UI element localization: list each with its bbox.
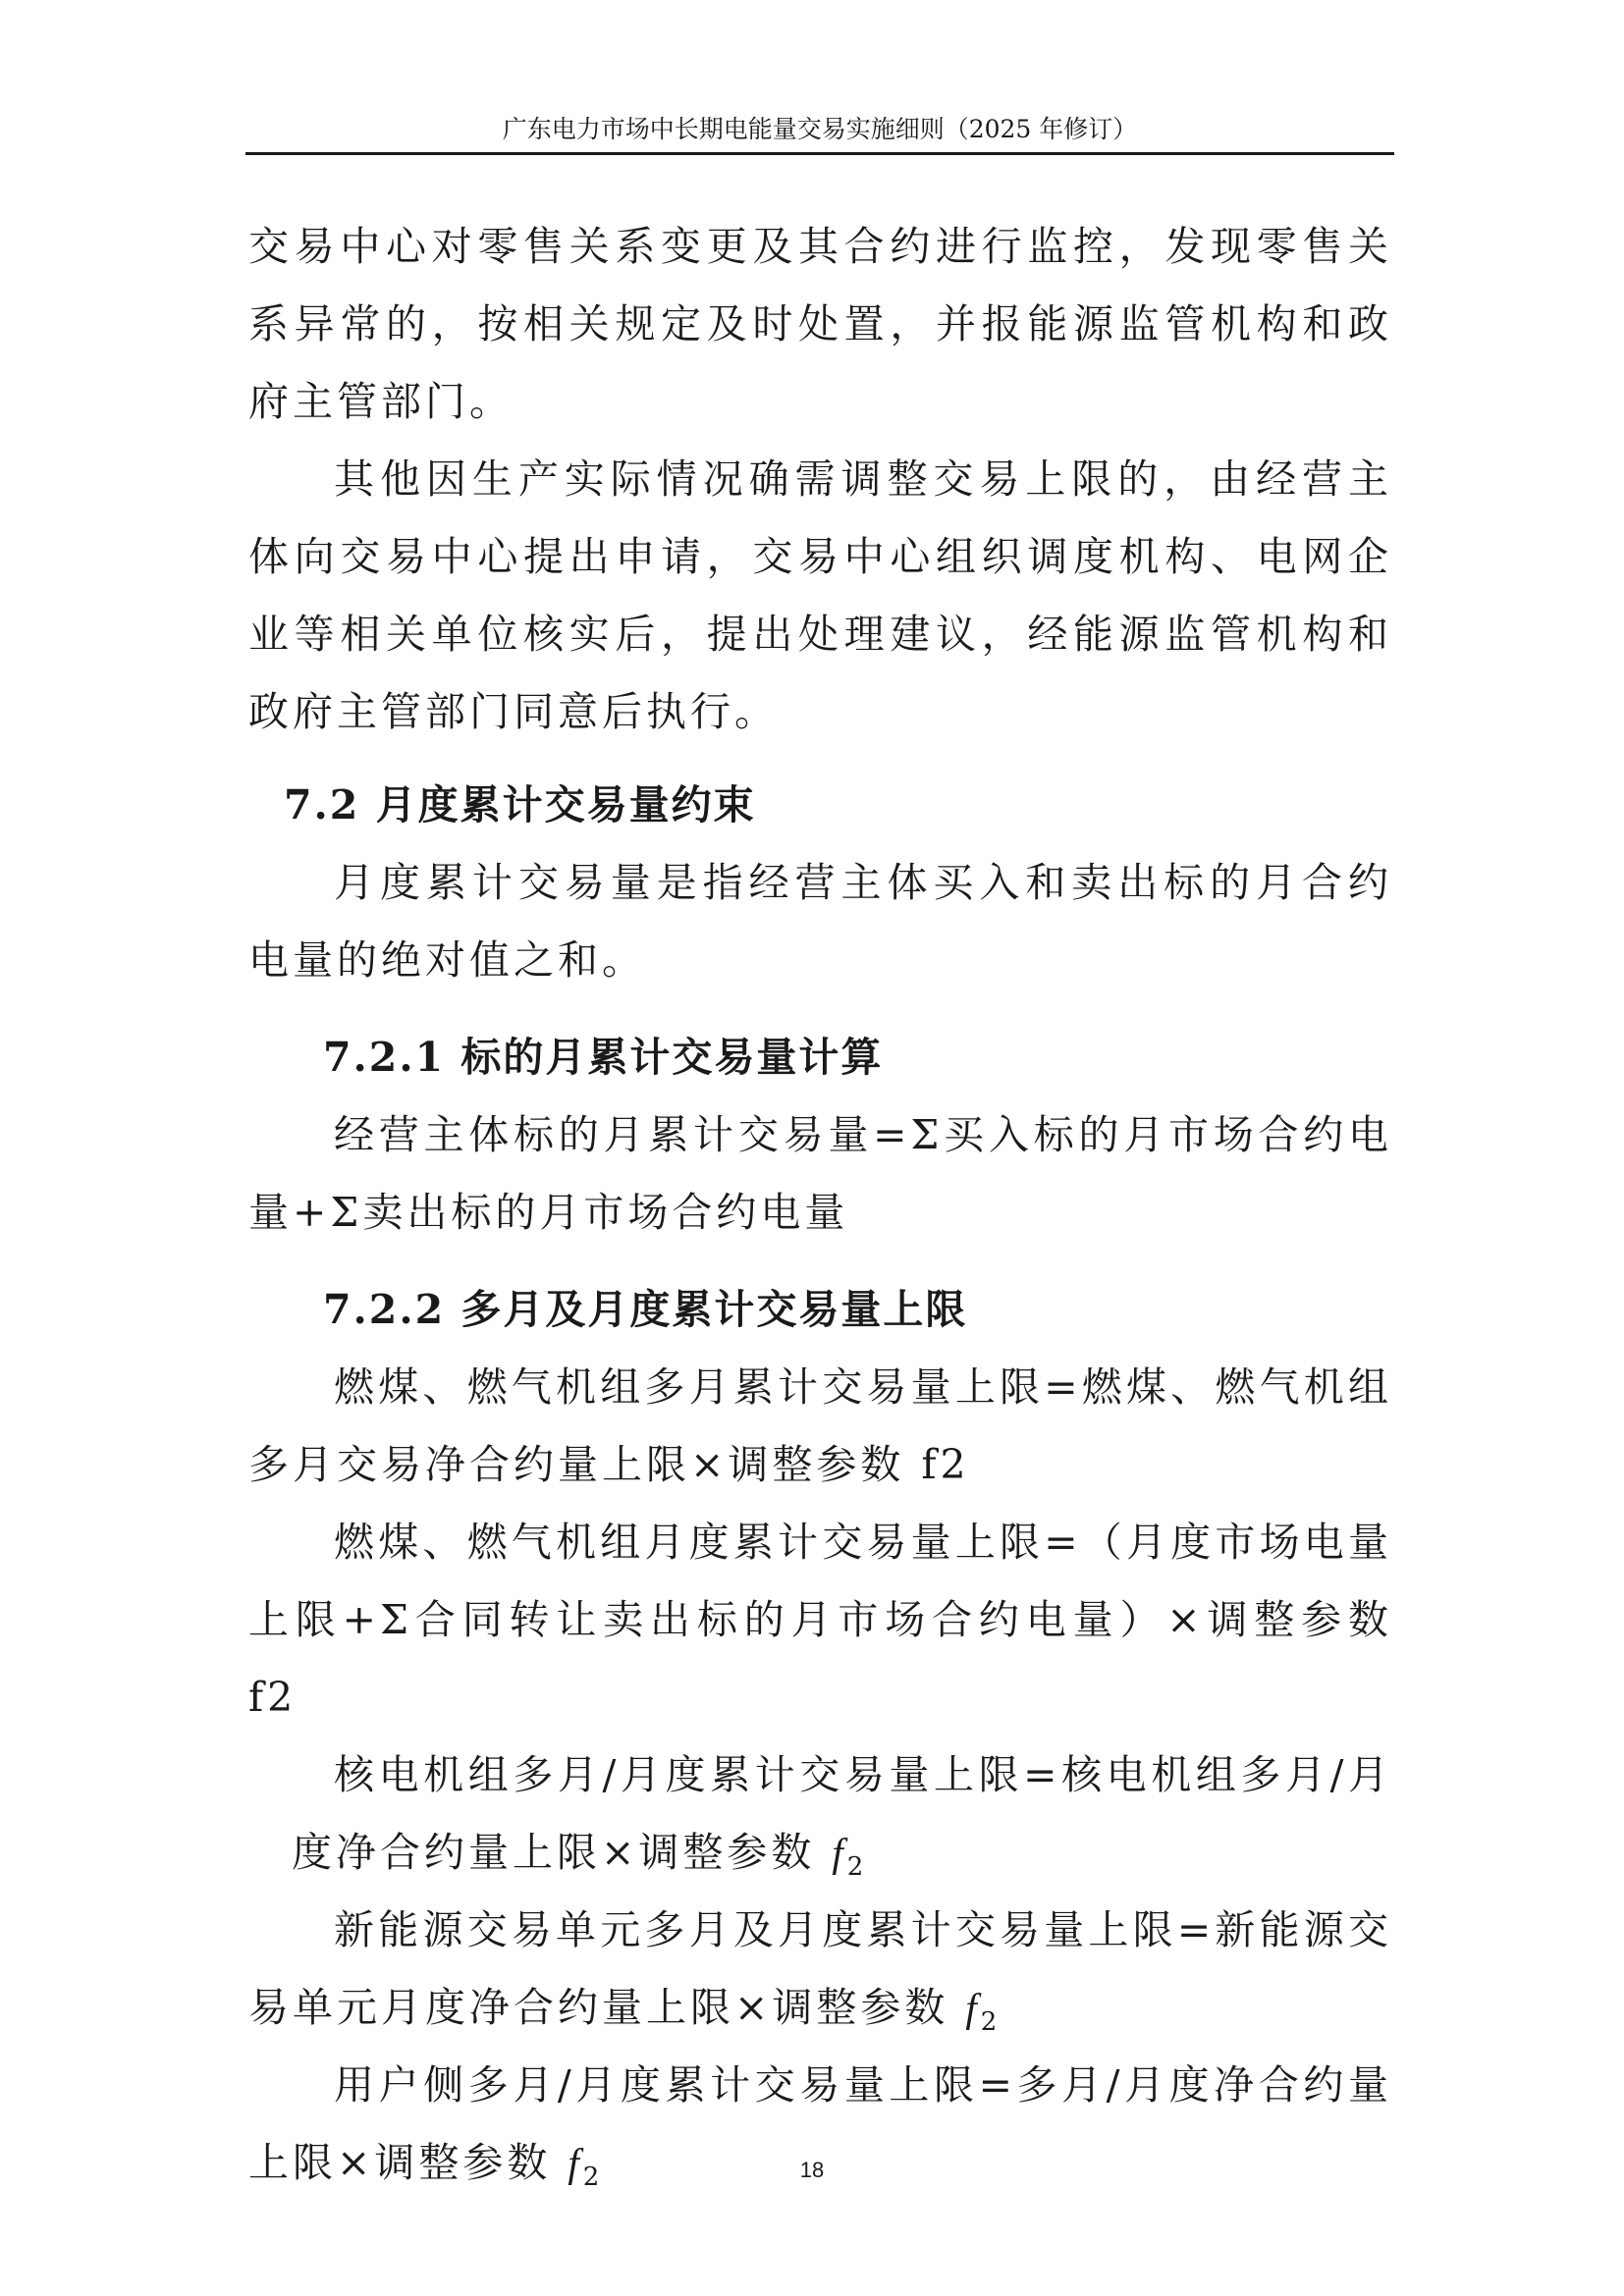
paragraph-monthly-volume-definition: 月度累计交易量是指经营主体买入和卖出标的月合约电量的绝对值之和。	[248, 859, 1392, 984]
section-heading-7-2: 7.2 月度累计交易量约束	[284, 781, 756, 828]
formula-nuclear-text: 核电机组多月/月度累计交易量上限=核电机组多月/月度净合约量上限×调整参数	[292, 1751, 1392, 1876]
formula-coal-gas-multi-month: 燃煤、燃气机组多月累计交易量上限=燃煤、燃气机组多月交易净合约量上限×调整参数 f2	[248, 1363, 1392, 1488]
formula-coal-gas-monthly: 燃煤、燃气机组月度累计交易量上限=（月度市场电量上限+Σ合同转让卖出标的月市场合约电量）×调整参数 f2	[248, 1519, 1392, 1721]
param-f2-symbol: f	[965, 1985, 981, 2030]
formula-user-side-text: 用户侧多月/月度累计交易量上限=多月/月度净合约量上限×调整参数	[248, 2061, 1392, 2186]
paragraph-retail-monitoring: 交易中心对零售关系变更及其合约进行监控，发现零售关系异常的，按相关规定及时处置，并报能源监管机构和政府主管部门。	[248, 223, 1392, 425]
section-heading-7-2-1: 7.2.1 标的月累计交易量计算	[323, 1034, 884, 1081]
paragraph-limit-adjustment: 其他因生产实际情况确需调整交易上限的，由经营主体向交易中心提出申请，交易中心组织调度机构、电网企业等相关单位核实后，提出处理建议，经能源监管机构和政府主管部门同意后执行。	[248, 455, 1392, 735]
param-f2-symbol: f	[832, 1830, 847, 1875]
param-f2-symbol: f	[568, 2140, 583, 2185]
formula-new-energy	[248, 1892, 1392, 2047]
formula-new-energy-text: 新能源交易单元多月及月度累计交易量上限=新能源交易单元月度净合约量上限×调整参数	[248, 1906, 1392, 2031]
header-divider	[245, 152, 1394, 155]
section-heading-7-2-2: 7.2.2 多月及月度累计交易量上限	[323, 1286, 968, 1333]
param-f2-subscript: 2	[582, 2163, 604, 2193]
document-body	[248, 208, 1392, 2202]
page-header-title: 广东电力市场中长期电能量交易实施细则（2025 年修订）	[502, 115, 1138, 143]
param-f2-subscript: 2	[846, 1852, 868, 1883]
page-number: 18	[799, 2158, 825, 2182]
formula-target-month-volume: 经营主体标的月累计交易量=Σ买入标的月市场合约电量+Σ卖出标的月市场合约电量	[248, 1111, 1392, 1236]
formula-nuclear	[248, 1736, 1392, 1892]
param-f2-subscript: 2	[980, 2007, 1001, 2038]
